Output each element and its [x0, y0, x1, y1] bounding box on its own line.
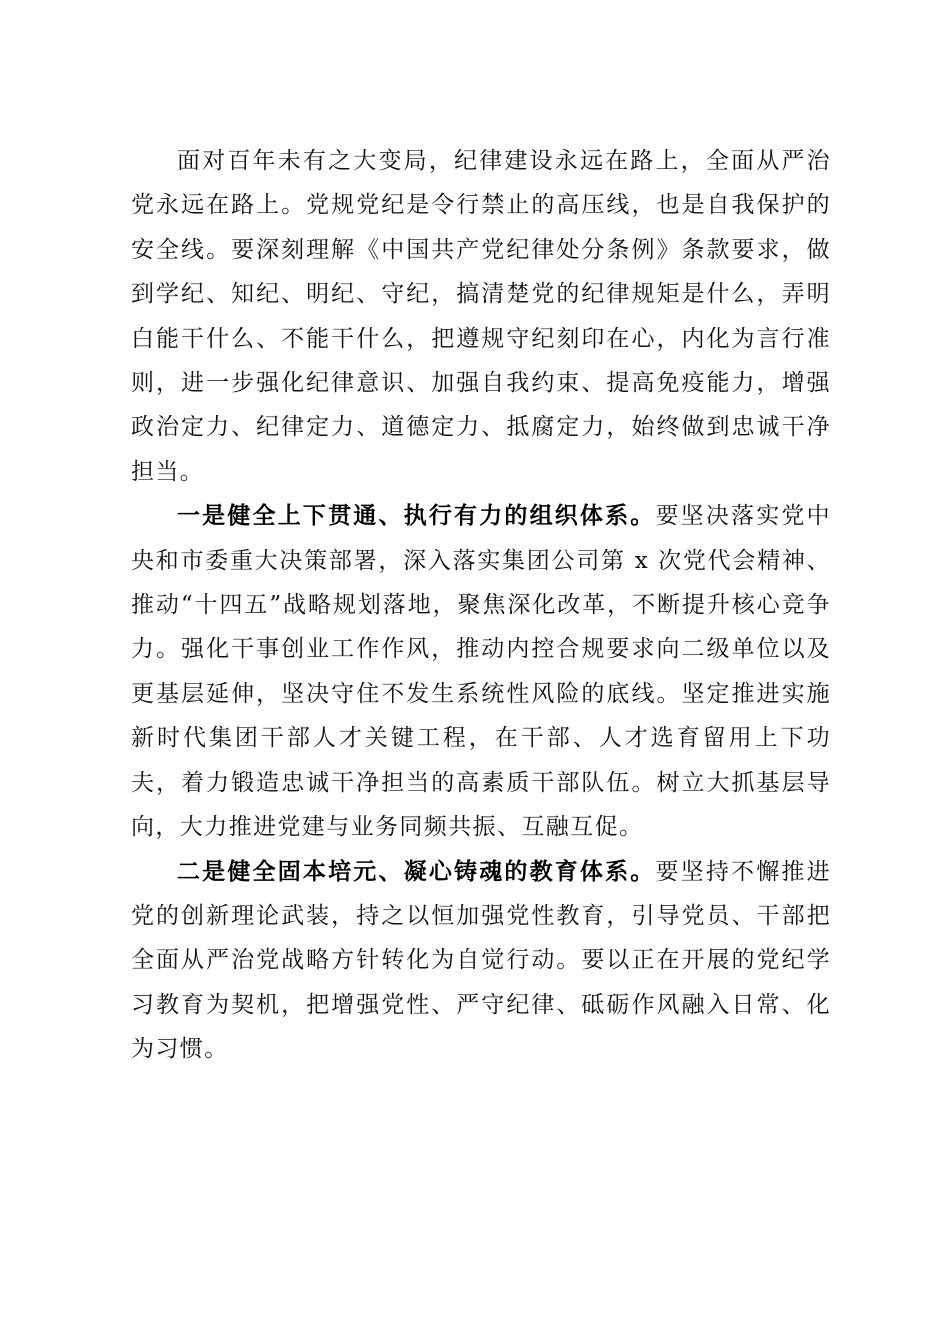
paragraph-lead: 二是健全固本培元、凝心铸魂的教育体系。: [177, 857, 656, 885]
paragraph-intro: [131, 139, 831, 494]
paragraph-lead: 一是健全上下贯通、执行有力的组织体系。: [177, 502, 656, 530]
paragraph-text: 面对百年未有之大变局，纪律建设永远在路上，全面从严治党永远在路上。党规党纪是令行禁止的高压线，也是自我保护的安全线。要深刻理解《中国共产党纪律处分条例》条款要求，做到学纪、知纪、明纪、守纪，搞清楚党的纪律规矩是什么，弄明白能干什么、不能干什么，把遵规守纪刻印在心，内化为言行准则，进一步强化纪律意识、加强自我约束、提高免疫能力，增强政治定力、纪律定力、道德定力、抵腐定力，始终做到忠诚干净担当。: [131, 148, 831, 485]
document-body: [131, 139, 831, 1072]
paragraph-organization-system: [131, 494, 831, 849]
paragraph-text: 要坚持不懈推进党的创新理论武装，持之以恒加强党性教育，引导党员、干部把全面从严治党战略方针转化为自觉行动。要以正在开展的党纪学习教育为契机，把增强党性、严守纪律、砥砺作风融入日常、化为习惯。: [131, 858, 831, 1063]
paragraph-text: 要坚决落实党中央和市委重大决策部署，深入落实集团公司第 x 次党代会精神、推动“十四五”战略规划落地，聚焦深化改革，不断提升核心竞争力。强化干事创业工作作风，推动内控合规要求向二级单位以及更基层延伸，坚决守住不发生系统性风险的底线。坚定推进实施新时代集团干部人才关键工程，在干部、人才选育留用上下功夫，着力锻造忠诚干净担当的高素质干部队伍。树立大抓基层导向，大力推进党建与业务同频共振、互融互促。: [131, 503, 831, 841]
paragraph-education-system: [131, 850, 831, 1072]
